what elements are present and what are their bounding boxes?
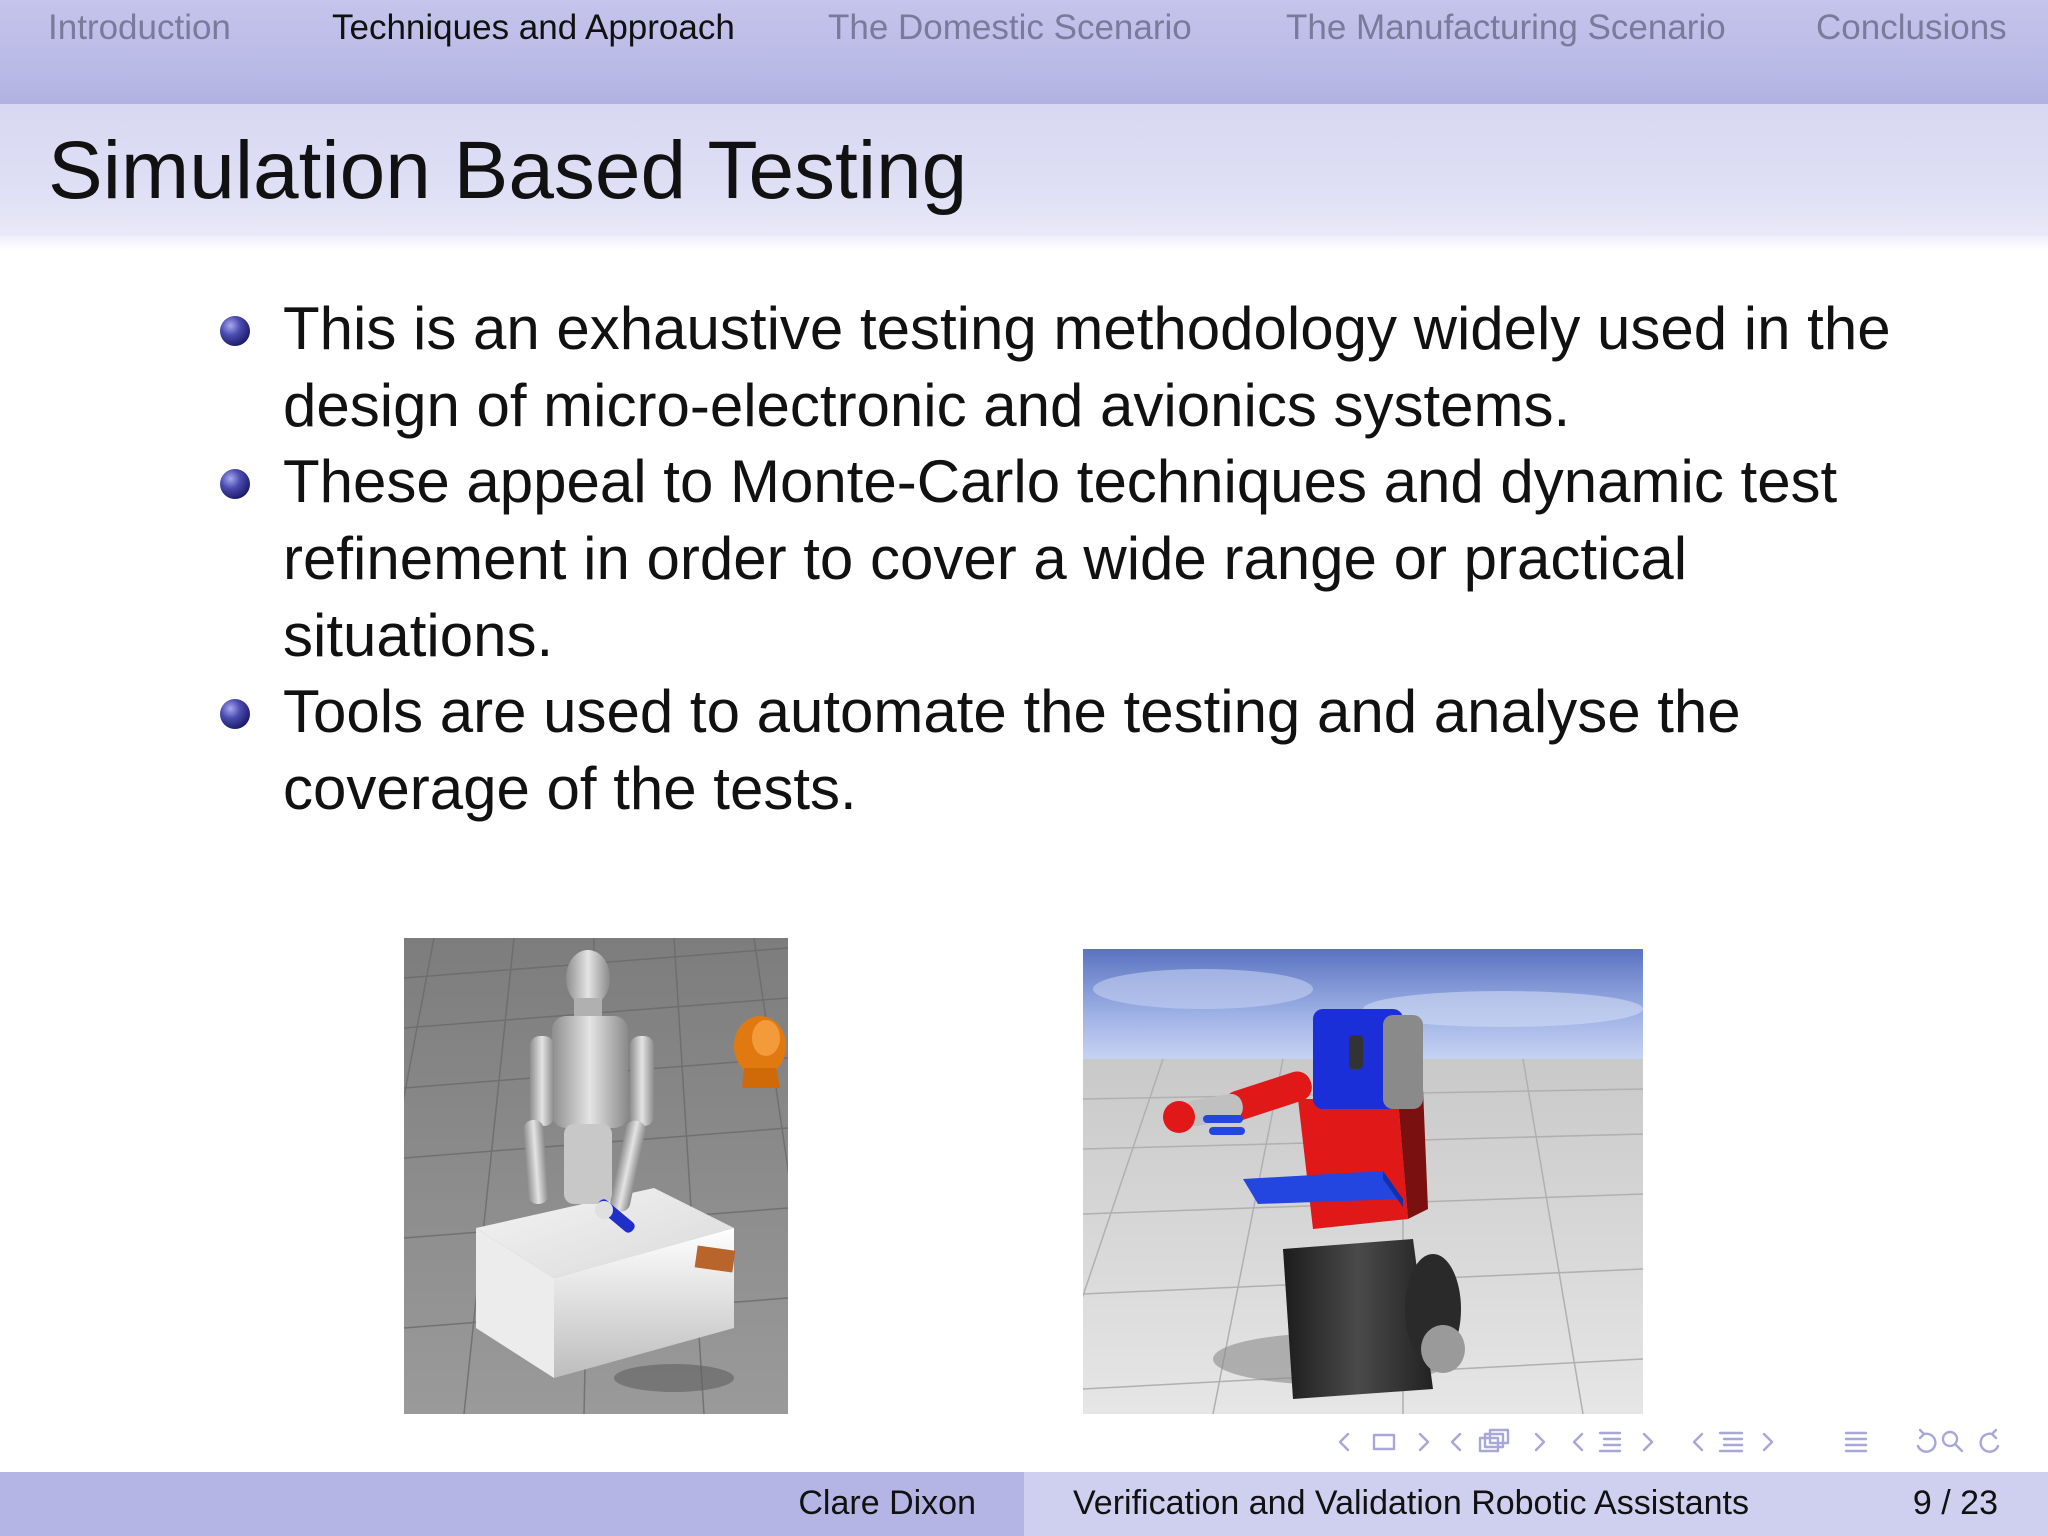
bullet-icon (220, 469, 250, 499)
frame-next-icon[interactable] (1420, 1434, 1428, 1450)
slide-prev-icon[interactable] (1694, 1434, 1702, 1450)
footer-page-number: 9 / 23 (1912, 1484, 1998, 1522)
section-next-icon[interactable] (1644, 1434, 1652, 1450)
title-shadow (0, 236, 2048, 250)
nav-conclusions[interactable]: Conclusions (1816, 8, 2007, 47)
subsection-next-icon[interactable] (1536, 1434, 1544, 1450)
simulated-humanoid-robot-image (404, 938, 788, 1414)
nav-manufacturing-scenario[interactable]: The Manufacturing Scenario (1286, 8, 1726, 47)
slide-icon[interactable] (1720, 1433, 1742, 1451)
redo-icon[interactable] (1981, 1430, 1998, 1452)
nav-domestic-scenario[interactable]: The Domestic Scenario (828, 8, 1192, 47)
frame-icon[interactable] (1374, 1435, 1394, 1449)
appendix-icon[interactable] (1846, 1433, 1866, 1451)
bullet-item-1: This is an exhaustive testing methodology widely used in the design of micro-electronic and avionics systems. (283, 295, 1891, 439)
footer-author-panel (0, 1472, 1024, 1536)
section-navigation-bar (0, 0, 2048, 104)
subsection-prev-icon[interactable] (1452, 1434, 1460, 1450)
slide-title-band (0, 104, 2048, 236)
footer-title-panel (1024, 1472, 2048, 1536)
nav-introduction[interactable]: Introduction (48, 8, 231, 47)
subsection-icon[interactable] (1480, 1430, 1508, 1451)
nav-techniques-and-approach[interactable]: Techniques and Approach (332, 8, 735, 47)
bullet-item-2: These appeal to Monte-Carlo techniques and dynamic test refinement in order to cover a wide range or practical situations. (283, 448, 1838, 669)
undo-icon[interactable] (1918, 1430, 1935, 1452)
slide-title: Simulation Based Testing (48, 125, 968, 216)
search-icon[interactable] (1943, 1432, 1962, 1451)
section-prev-icon[interactable] (1574, 1434, 1582, 1450)
bullet-item-3: Tools are used to automate the testing and analyse the coverage of the tests. (283, 678, 1741, 822)
footer-author: Clare Dixon (798, 1484, 976, 1522)
bullet-icon (220, 316, 250, 346)
bullet-icon (220, 699, 250, 729)
frame-prev-icon[interactable] (1340, 1434, 1348, 1450)
footer-presentation-title: Verification and Validation Robotic Assistants (1073, 1484, 1749, 1522)
simulated-red-robot-image (1083, 949, 1643, 1414)
slide-next-icon[interactable] (1764, 1434, 1772, 1450)
beamer-navigation-symbols (1330, 1424, 2040, 1460)
section-icon[interactable] (1600, 1433, 1620, 1451)
